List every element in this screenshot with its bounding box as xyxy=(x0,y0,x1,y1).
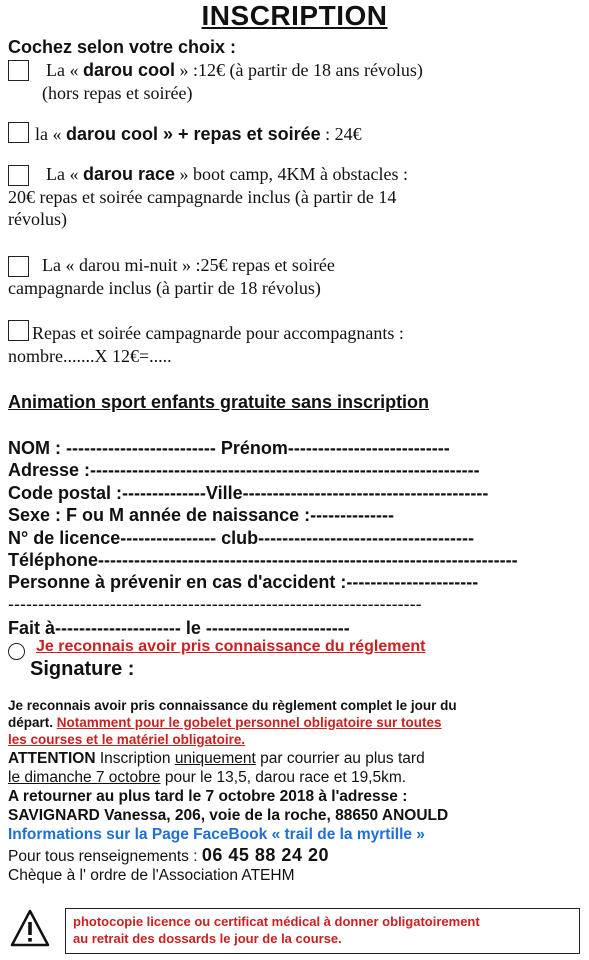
checkbox-darou-race[interactable] xyxy=(8,165,29,186)
reglement-line1: Je reconnais avoir pris connaissance du règlement complet le jour du xyxy=(8,698,457,713)
option-text: La « xyxy=(46,164,83,184)
form-code-postal-ville[interactable]: Code postal :--------------Ville----------------------------------------- xyxy=(8,483,489,503)
form-blank-line[interactable]: --------------------------------------------------------------------- xyxy=(8,594,422,614)
intro-heading: Cochez selon votre choix : xyxy=(8,37,237,57)
option-darou-mi-nuit-line2: campagnarde inclus (à partir de 18 révolus) xyxy=(8,278,321,298)
attention-label: ATTENTION xyxy=(8,750,96,767)
option-text: La « xyxy=(46,60,83,80)
warning-icon xyxy=(10,908,50,948)
option-text: la « xyxy=(35,124,66,144)
option-darou-race-line1 xyxy=(46,163,408,185)
renseignements-label: Pour tous renseignements : xyxy=(8,848,202,865)
attention-date: le dimanche 7 octobre xyxy=(8,769,161,786)
reglement-gobelet: Notamment pour le gobelet personnel obligatoire sur toutes xyxy=(56,715,442,730)
attention-text-end: par courrier au plus tard xyxy=(255,750,425,767)
option-name: darou cool » + repas et soirée xyxy=(66,124,321,144)
option-darou-cool-line1 xyxy=(46,59,423,81)
checkbox-repas-accompagnants[interactable] xyxy=(8,320,29,341)
form-licence-club[interactable]: N° de licence---------------- club------------------------------------ xyxy=(8,528,474,548)
checkbox-darou-mi-nuit[interactable] xyxy=(8,256,29,277)
attention-uniquement: uniquement xyxy=(174,750,256,767)
checkbox-darou-cool[interactable] xyxy=(8,60,29,81)
form-personne-accident[interactable]: Personne à prévenir en cas d'accident :---------------------- xyxy=(8,572,479,592)
attention-text: Inscription xyxy=(95,750,175,767)
option-name: darou cool xyxy=(82,60,175,80)
option-price: : 24€ xyxy=(320,124,362,144)
option-darou-race-line3: révolus) xyxy=(8,209,67,229)
form-nom-prenom[interactable]: NOM : ------------------------- Prénom--------------------------- xyxy=(8,438,450,458)
option-accompagnants-line2: nombre.......X 12€=..... xyxy=(8,346,172,366)
form-telephone[interactable]: Téléphone---------------------------------------------------------------------- xyxy=(8,550,518,570)
option-name: darou race xyxy=(82,164,176,184)
reglement-line2 xyxy=(8,714,442,731)
page-title: INSCRIPTION xyxy=(201,0,388,31)
radio-reconnais[interactable] xyxy=(8,643,25,660)
option-accompagnants-line1: Repas et soirée campagnarde pour accompagnants : xyxy=(32,323,404,343)
option-detail: » boot camp, 4KM à obstacles : xyxy=(175,164,408,184)
attention-line1 xyxy=(8,749,425,768)
reglement-depart: départ. xyxy=(8,715,57,730)
warning-line2: au retrait des dossards le jour de la course. xyxy=(73,931,342,946)
phone-number[interactable]: 06 45 88 24 20 xyxy=(201,845,329,865)
signature-label: Signature : xyxy=(30,658,135,680)
attention-courses: pour le 13,5, darou race et 19,5km. xyxy=(160,769,407,786)
attention-line2 xyxy=(8,768,406,787)
reconnais-reglement-text: Je reconnais avoir pris connaissance du réglement xyxy=(36,638,426,655)
cheque-line: Chèque à l' ordre de l'Association ATEHM xyxy=(8,867,295,884)
animation-heading: Animation sport enfants gratuite sans inscription xyxy=(8,392,430,412)
warning-line1: photocopie licence ou certificat médical à donner obligatoirement xyxy=(73,914,480,929)
option-darou-mi-nuit-line1: La « darou mi-nuit » :25€ repas et soirée xyxy=(42,255,335,275)
checkbox-darou-cool-repas[interactable] xyxy=(8,122,29,143)
form-adresse[interactable]: Adresse :----------------------------------------------------------------- xyxy=(8,460,480,480)
option-darou-cool-repas xyxy=(35,123,362,145)
form-fait-le[interactable]: Fait à--------------------- le ------------------------ xyxy=(8,618,350,638)
option-darou-cool-line2: (hors repas et soirée) xyxy=(42,83,193,103)
option-price: » :12€ (à partir de 18 ans révolus) xyxy=(175,60,423,80)
reglement-line3: les courses et le matériel obligatoire. xyxy=(8,732,246,747)
form-sexe-naissance[interactable]: Sexe : F ou M année de naissance :-------------- xyxy=(8,505,395,525)
retour-address: SAVIGNARD Vanessa, 206, voie de la roche, 88650 ANOULD xyxy=(8,807,449,824)
retour-line1: A retourner au plus tard le 7 octobre 2018 à l'adresse : xyxy=(8,788,408,805)
facebook-info-link[interactable]: Informations sur la Page FaceBook « trail de la myrtille » xyxy=(8,826,425,843)
option-darou-race-line2: 20€ repas et soirée campagnarde inclus (à partir de 14 xyxy=(8,187,397,207)
renseignements-line xyxy=(8,845,329,867)
